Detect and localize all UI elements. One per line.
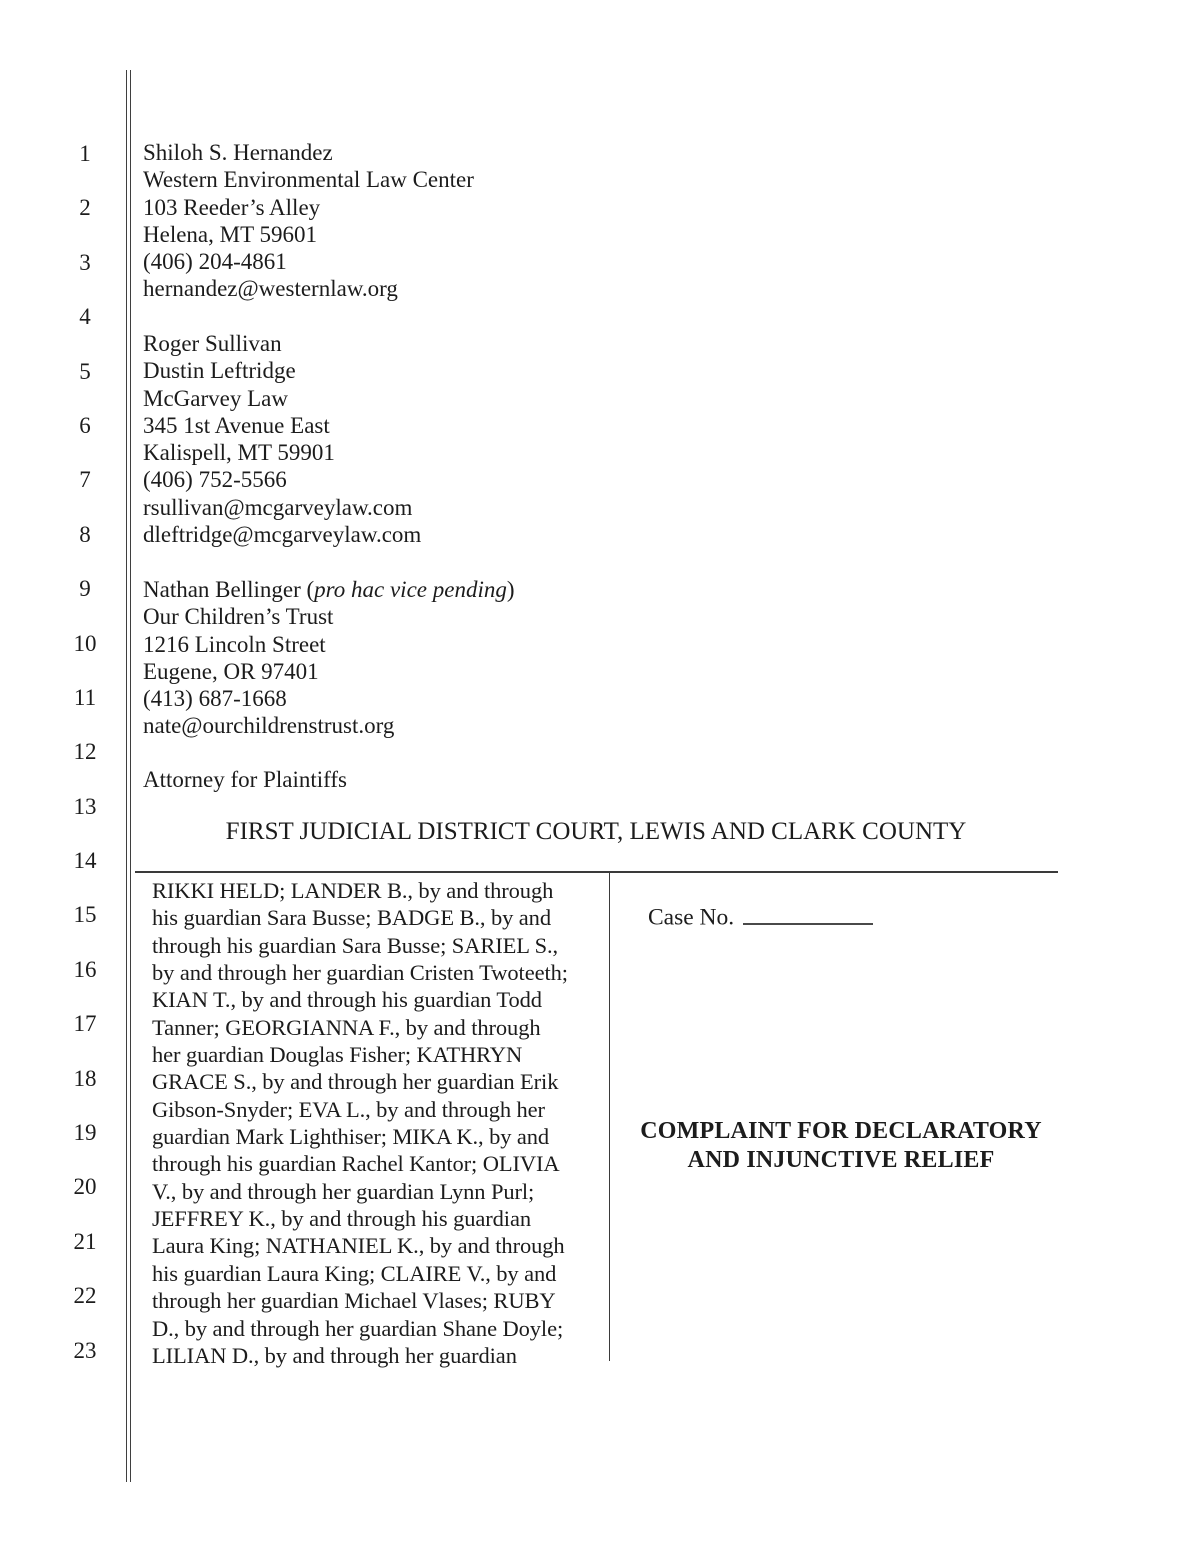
attorney-line: McGarvey Law xyxy=(143,385,288,411)
case-number-label: Case No. xyxy=(648,904,735,931)
attorney-line: nate@ourchildrenstrust.org xyxy=(143,713,395,739)
line-number: 14 xyxy=(73,848,97,874)
line-number: 8 xyxy=(79,521,91,547)
attorney-line: dleftridge@mcgarveylaw.com xyxy=(143,522,422,548)
plaintiff-caption xyxy=(152,877,604,1369)
attorney-line: 103 Reeder’s Alley xyxy=(143,194,321,220)
attorney-line-bellinger xyxy=(143,576,515,603)
attorney-line: (406) 752-5566 xyxy=(143,467,287,493)
court-title: FIRST JUDICIAL DISTRICT COURT, LEWIS AND CLARK COUNTY xyxy=(225,818,967,845)
line-number: 10 xyxy=(73,630,97,656)
line-number: 22 xyxy=(73,1283,97,1309)
line-number: 13 xyxy=(73,793,97,819)
caption-line: his guardian Sara Busse; BADGE B., by and xyxy=(152,905,551,931)
name-suffix: ) xyxy=(506,577,515,602)
line-number: 20 xyxy=(73,1174,97,1200)
caption-line: guardian Mark Lighthiser; MIKA K., by and xyxy=(152,1124,550,1150)
caption-line: through his guardian Rachel Kantor; OLIVIA xyxy=(152,1151,560,1177)
line-number: 4 xyxy=(79,304,91,330)
caption-line: Tanner; GEORGIANNA F., by and through xyxy=(152,1014,541,1040)
attorney-line: Kalispell, MT 59901 xyxy=(143,440,335,466)
line-number: 11 xyxy=(73,684,97,710)
caption-top-rule xyxy=(135,871,1058,873)
case-number xyxy=(648,899,873,932)
caption-line: Laura King; NATHANIEL K., by and through xyxy=(152,1233,565,1259)
caption-line: through his guardian Sara Busse; SARIEL S., xyxy=(152,932,559,958)
pro-hac-vice-note: pro hac vice pending xyxy=(314,577,507,602)
attorney-block-mcgarvey xyxy=(143,330,421,548)
caption-line: GRACE S., by and through her guardian Erik xyxy=(152,1069,559,1095)
caption-line: LILIAN D., by and through her guardian xyxy=(152,1342,517,1368)
line-number: 23 xyxy=(73,1337,97,1363)
line-number-column xyxy=(58,141,112,1392)
line-number: 1 xyxy=(79,141,91,166)
attorney-line: Shiloh S. Hernandez xyxy=(143,140,333,165)
attorney-line: 1216 Lincoln Street xyxy=(143,631,326,657)
attorney-line: rsullivan@mcgarveylaw.com xyxy=(143,494,413,520)
line-number: 6 xyxy=(79,412,91,438)
document-title-line-2: AND INJUNCTIVE RELIEF xyxy=(687,1146,995,1173)
attorney-line: Eugene, OR 97401 xyxy=(143,658,319,684)
caption-line: RIKKI HELD; LANDER B., by and through xyxy=(152,878,554,903)
line-number: 15 xyxy=(73,902,97,928)
attorney-line: Roger Sullivan xyxy=(143,331,282,356)
line-number: 21 xyxy=(73,1228,97,1254)
attorney-line: Helena, MT 59601 xyxy=(143,221,317,247)
caption-line: D., by and through her guardian Shane Doyle; xyxy=(152,1315,564,1341)
attorney-line: 345 1st Avenue East xyxy=(143,412,330,438)
line-number: 19 xyxy=(73,1120,97,1146)
caption-line: his guardian Laura King; CLAIRE V., by and xyxy=(152,1260,557,1286)
caption-line: by and through her guardian Cristen Twoteeth; xyxy=(152,960,568,986)
caption-vertical-divider xyxy=(609,872,610,1361)
caption-line: JEFFREY K., by and through his guardian xyxy=(152,1206,531,1232)
left-margin-double-rule xyxy=(126,70,131,1482)
case-number-blank xyxy=(743,899,873,925)
attorney-role-line: Attorney for Plaintiffs xyxy=(143,767,347,792)
attorney-line: Our Children’s Trust xyxy=(143,604,334,630)
attorney-line: (406) 204-4861 xyxy=(143,249,287,275)
line-number: 5 xyxy=(79,358,91,384)
caption-line: her guardian Douglas Fisher; KATHRYN xyxy=(152,1042,523,1068)
line-number: 17 xyxy=(73,1011,97,1037)
name-prefix: Nathan Bellinger ( xyxy=(143,577,315,602)
document-title xyxy=(618,1117,1064,1174)
line-number: 9 xyxy=(79,576,91,602)
attorney-block-bellinger xyxy=(143,576,515,740)
caption-line: Gibson-Snyder; EVA L., by and through her xyxy=(152,1096,545,1122)
line-number: 3 xyxy=(79,249,91,275)
line-number: 2 xyxy=(79,195,91,221)
attorney-line: Dustin Leftridge xyxy=(143,358,296,384)
attorney-block-bellinger-rest xyxy=(143,603,515,739)
line-number: 16 xyxy=(73,956,97,982)
attorney-block-hernandez xyxy=(143,139,474,303)
document-title-line-1: COMPLAINT FOR DECLARATORY xyxy=(640,1118,1042,1144)
caption-line: V., by and through her guardian Lynn Purl; xyxy=(152,1178,535,1204)
attorney-line: Western Environmental Law Center xyxy=(143,167,474,193)
caption-line: through her guardian Michael Vlases; RUBY xyxy=(152,1288,556,1314)
attorney-line: hernandez@westernlaw.org xyxy=(143,276,398,302)
caption-line: KIAN T., by and through his guardian Todd xyxy=(152,987,542,1013)
line-number: 18 xyxy=(73,1065,97,1091)
attorney-line: (413) 687-1668 xyxy=(143,686,287,712)
line-number: 7 xyxy=(79,467,91,493)
line-number: 12 xyxy=(73,739,97,765)
